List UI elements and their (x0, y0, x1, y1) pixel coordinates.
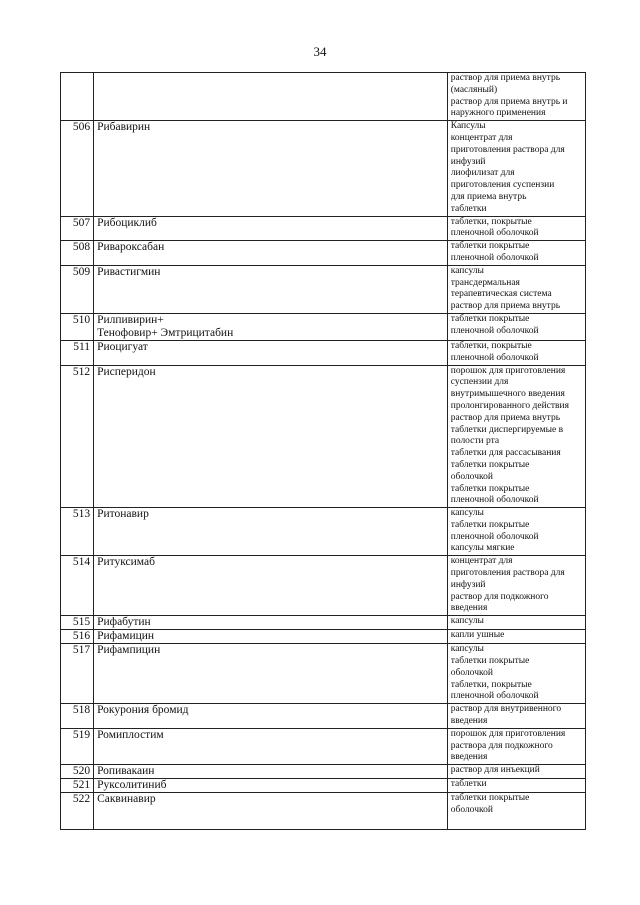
dosage-form: раствор для инъекций (450, 765, 540, 776)
dosage-form: раствор для приема внутрь (450, 301, 561, 312)
drug-name: Ритонавир (97, 508, 149, 521)
dosage-form-cell (447, 765, 585, 779)
dosage-form-cell (447, 630, 585, 644)
dosage-form-cell (447, 508, 585, 556)
dosage-form: капсулы (450, 644, 484, 655)
dosage-form: капсулы мягкие (450, 543, 515, 554)
dosage-form: раствор для подкожного (450, 591, 549, 602)
dosage-form: раствор для приема внутрь (450, 73, 561, 83)
dosage-form: для приема внутрь (450, 191, 527, 202)
table-row (61, 508, 586, 556)
row-number: 518 (61, 704, 94, 729)
dosage-form: полости рта (450, 436, 500, 447)
dosage-form: таблетки для рассасывания (450, 448, 561, 459)
dosage-form-cell (447, 216, 585, 241)
drug-name-cell (94, 704, 448, 729)
row-number: 508 (61, 241, 94, 266)
drug-name-cell (94, 121, 448, 216)
dosage-form: таблетки (450, 779, 487, 790)
dosage-form: таблетки покрытые (450, 793, 530, 804)
dosage-form: пленочной оболочкой (450, 352, 539, 363)
dosage-form: таблетки, покрытые (450, 679, 532, 690)
dosage-form-cell (447, 265, 585, 313)
drug-name-cell (94, 644, 448, 704)
drug-name: Ривароксабан (97, 241, 165, 254)
dosage-form: таблетки покрытые (450, 656, 530, 667)
drug-name: Ромиплостим (97, 728, 164, 741)
table-row (61, 793, 586, 829)
dosage-form: инфузий (450, 156, 486, 167)
table-row (61, 556, 586, 616)
dosage-form: приготовления раствора для (450, 568, 565, 579)
table-row (61, 616, 586, 630)
drug-name: Рилпивирин+ (97, 313, 164, 326)
dosage-form: пленочной оболочкой (450, 531, 539, 542)
dosage-form: Капсулы (450, 121, 486, 132)
dosage-form: терапевтическая система (450, 289, 552, 300)
drug-name-cell (94, 216, 448, 241)
dosage-form-cell (447, 779, 585, 793)
dosage-form: пролонгированного действия (450, 400, 569, 411)
dosage-form: таблетки покрытые (450, 519, 530, 530)
dosage-form: таблетки покрытые (450, 483, 530, 494)
drug-name-cell (94, 365, 448, 508)
dosage-form: концентрат для (450, 556, 513, 567)
drug-name: Ритуксимаб (97, 556, 155, 569)
dosage-form: таблетки, покрытые (450, 216, 532, 227)
drug-table (60, 72, 586, 830)
dosage-form: раствор для приема внутрь (450, 412, 561, 423)
dosage-form: пленочной оболочкой (450, 252, 539, 263)
drug-name: Саквинавир (97, 793, 156, 806)
dosage-form-cell (447, 704, 585, 729)
dosage-form: введения (450, 716, 488, 727)
dosage-form-cell (447, 241, 585, 266)
drug-name-cell (94, 556, 448, 616)
drug-name: Ропивакаин (97, 765, 155, 778)
drug-name-cell (94, 765, 448, 779)
table-row (61, 121, 586, 216)
row-number: 519 (61, 728, 94, 764)
row-number: 516 (61, 630, 94, 644)
row-number (61, 73, 94, 121)
drug-name: Рифабутин (97, 616, 151, 629)
drug-name-cell (94, 508, 448, 556)
drug-name: Тенофовир+ Эмтрицитабин (97, 326, 234, 339)
table-row (61, 241, 586, 266)
dosage-form: раствор для приема внутрь и (450, 96, 568, 107)
table-row (61, 340, 586, 365)
dosage-form: приготовления раствора для (450, 144, 565, 155)
dosage-form: капли ушные (450, 630, 505, 641)
dosage-form: пленочной оболочкой (450, 325, 539, 336)
drug-name: Рифамицин (97, 630, 155, 643)
dosage-form: приготовления суспензии (450, 180, 555, 191)
dosage-form: оболочкой (450, 805, 493, 816)
table-row (61, 630, 586, 644)
row-number: 515 (61, 616, 94, 630)
dosage-form: таблетки диспергируемые в (450, 424, 564, 435)
row-number: 511 (61, 340, 94, 365)
table-row (61, 765, 586, 779)
dosage-form: наружного применения (450, 108, 546, 119)
dosage-form: капсулы (450, 265, 484, 276)
row-number: 517 (61, 644, 94, 704)
dosage-form-cell (447, 728, 585, 764)
dosage-form: концентрат для (450, 132, 513, 143)
dosage-form-cell (447, 556, 585, 616)
dosage-form: трансдермальная (450, 277, 520, 288)
table-row (61, 216, 586, 241)
dosage-form: лиофилизат для (450, 168, 515, 179)
dosage-form: таблетки покрытые (450, 241, 530, 252)
drug-name: Рисперидон (97, 365, 156, 378)
table-row (61, 704, 586, 729)
table-row (61, 728, 586, 764)
dosage-form: оболочкой (450, 667, 493, 678)
table-row (61, 779, 586, 793)
dosage-form-cell (447, 616, 585, 630)
drug-name: Ривастигмин (97, 265, 161, 278)
drug-name: Рибавирин (97, 121, 151, 134)
dosage-form: суспензии для (450, 377, 509, 388)
drug-name-cell (94, 73, 448, 121)
row-number: 513 (61, 508, 94, 556)
row-number: 512 (61, 365, 94, 508)
drug-name-cell (94, 616, 448, 630)
table-row (61, 73, 586, 121)
dosage-form: таблетки покрытые (450, 313, 530, 324)
row-number: 507 (61, 216, 94, 241)
table-row (61, 644, 586, 704)
dosage-form: введения (450, 603, 488, 614)
dosage-form-cell (447, 365, 585, 508)
drug-name-cell (94, 265, 448, 313)
drug-name: Руксолитиниб (97, 779, 167, 792)
dosage-form: таблетки, покрытые (450, 340, 532, 351)
dosage-form: капсулы (450, 616, 484, 627)
row-number: 520 (61, 765, 94, 779)
drug-name: Рифампицин (97, 644, 161, 657)
page-number: 34 (313, 44, 327, 59)
table-row (61, 365, 586, 508)
dosage-form: пленочной оболочкой (450, 495, 539, 506)
dosage-form-cell (447, 73, 585, 121)
dosage-form (451, 817, 582, 829)
dosage-form-cell (447, 793, 585, 829)
dosage-form: внутримышечного введения (450, 389, 565, 400)
dosage-form: капсулы (450, 508, 484, 519)
drug-name-cell (94, 793, 448, 829)
dosage-form: оболочкой (450, 471, 493, 482)
dosage-form: (масляный) (450, 84, 498, 95)
drug-name-cell (94, 241, 448, 266)
row-number: 522 (61, 793, 94, 829)
drug-name-cell (94, 630, 448, 644)
drug-name-cell (94, 779, 448, 793)
row-number: 509 (61, 265, 94, 313)
drug-name-cell (94, 340, 448, 365)
dosage-form: таблетки покрытые (450, 459, 530, 470)
dosage-form-cell (447, 121, 585, 216)
dosage-form: пленочной оболочкой (450, 228, 539, 239)
dosage-form-cell (447, 340, 585, 365)
dosage-form: таблетки (450, 203, 487, 214)
row-number: 506 (61, 121, 94, 216)
dosage-form: порошок для приготовления (450, 365, 566, 376)
dosage-form-cell (447, 313, 585, 340)
drug-name-cell (94, 728, 448, 764)
dosage-form: введения (450, 752, 488, 763)
drug-name: Риоцигуат (97, 340, 148, 353)
dosage-form: порошок для приготовления (450, 728, 566, 739)
dosage-form-cell (447, 644, 585, 704)
row-number: 510 (61, 313, 94, 340)
dosage-form: раствора для подкожного (450, 740, 553, 751)
table-row (61, 265, 586, 313)
drug-name: Рокурония бромид (97, 704, 189, 717)
row-number: 514 (61, 556, 94, 616)
table-row (61, 313, 586, 340)
table-body (61, 73, 586, 830)
dosage-form: пленочной оболочкой (450, 691, 539, 702)
dosage-form: раствор для внутривенного (450, 704, 562, 715)
drug-name: Рибоциклиб (97, 216, 157, 229)
dosage-form: инфузий (450, 579, 486, 590)
drug-name-cell (94, 313, 448, 340)
row-number: 521 (61, 779, 94, 793)
